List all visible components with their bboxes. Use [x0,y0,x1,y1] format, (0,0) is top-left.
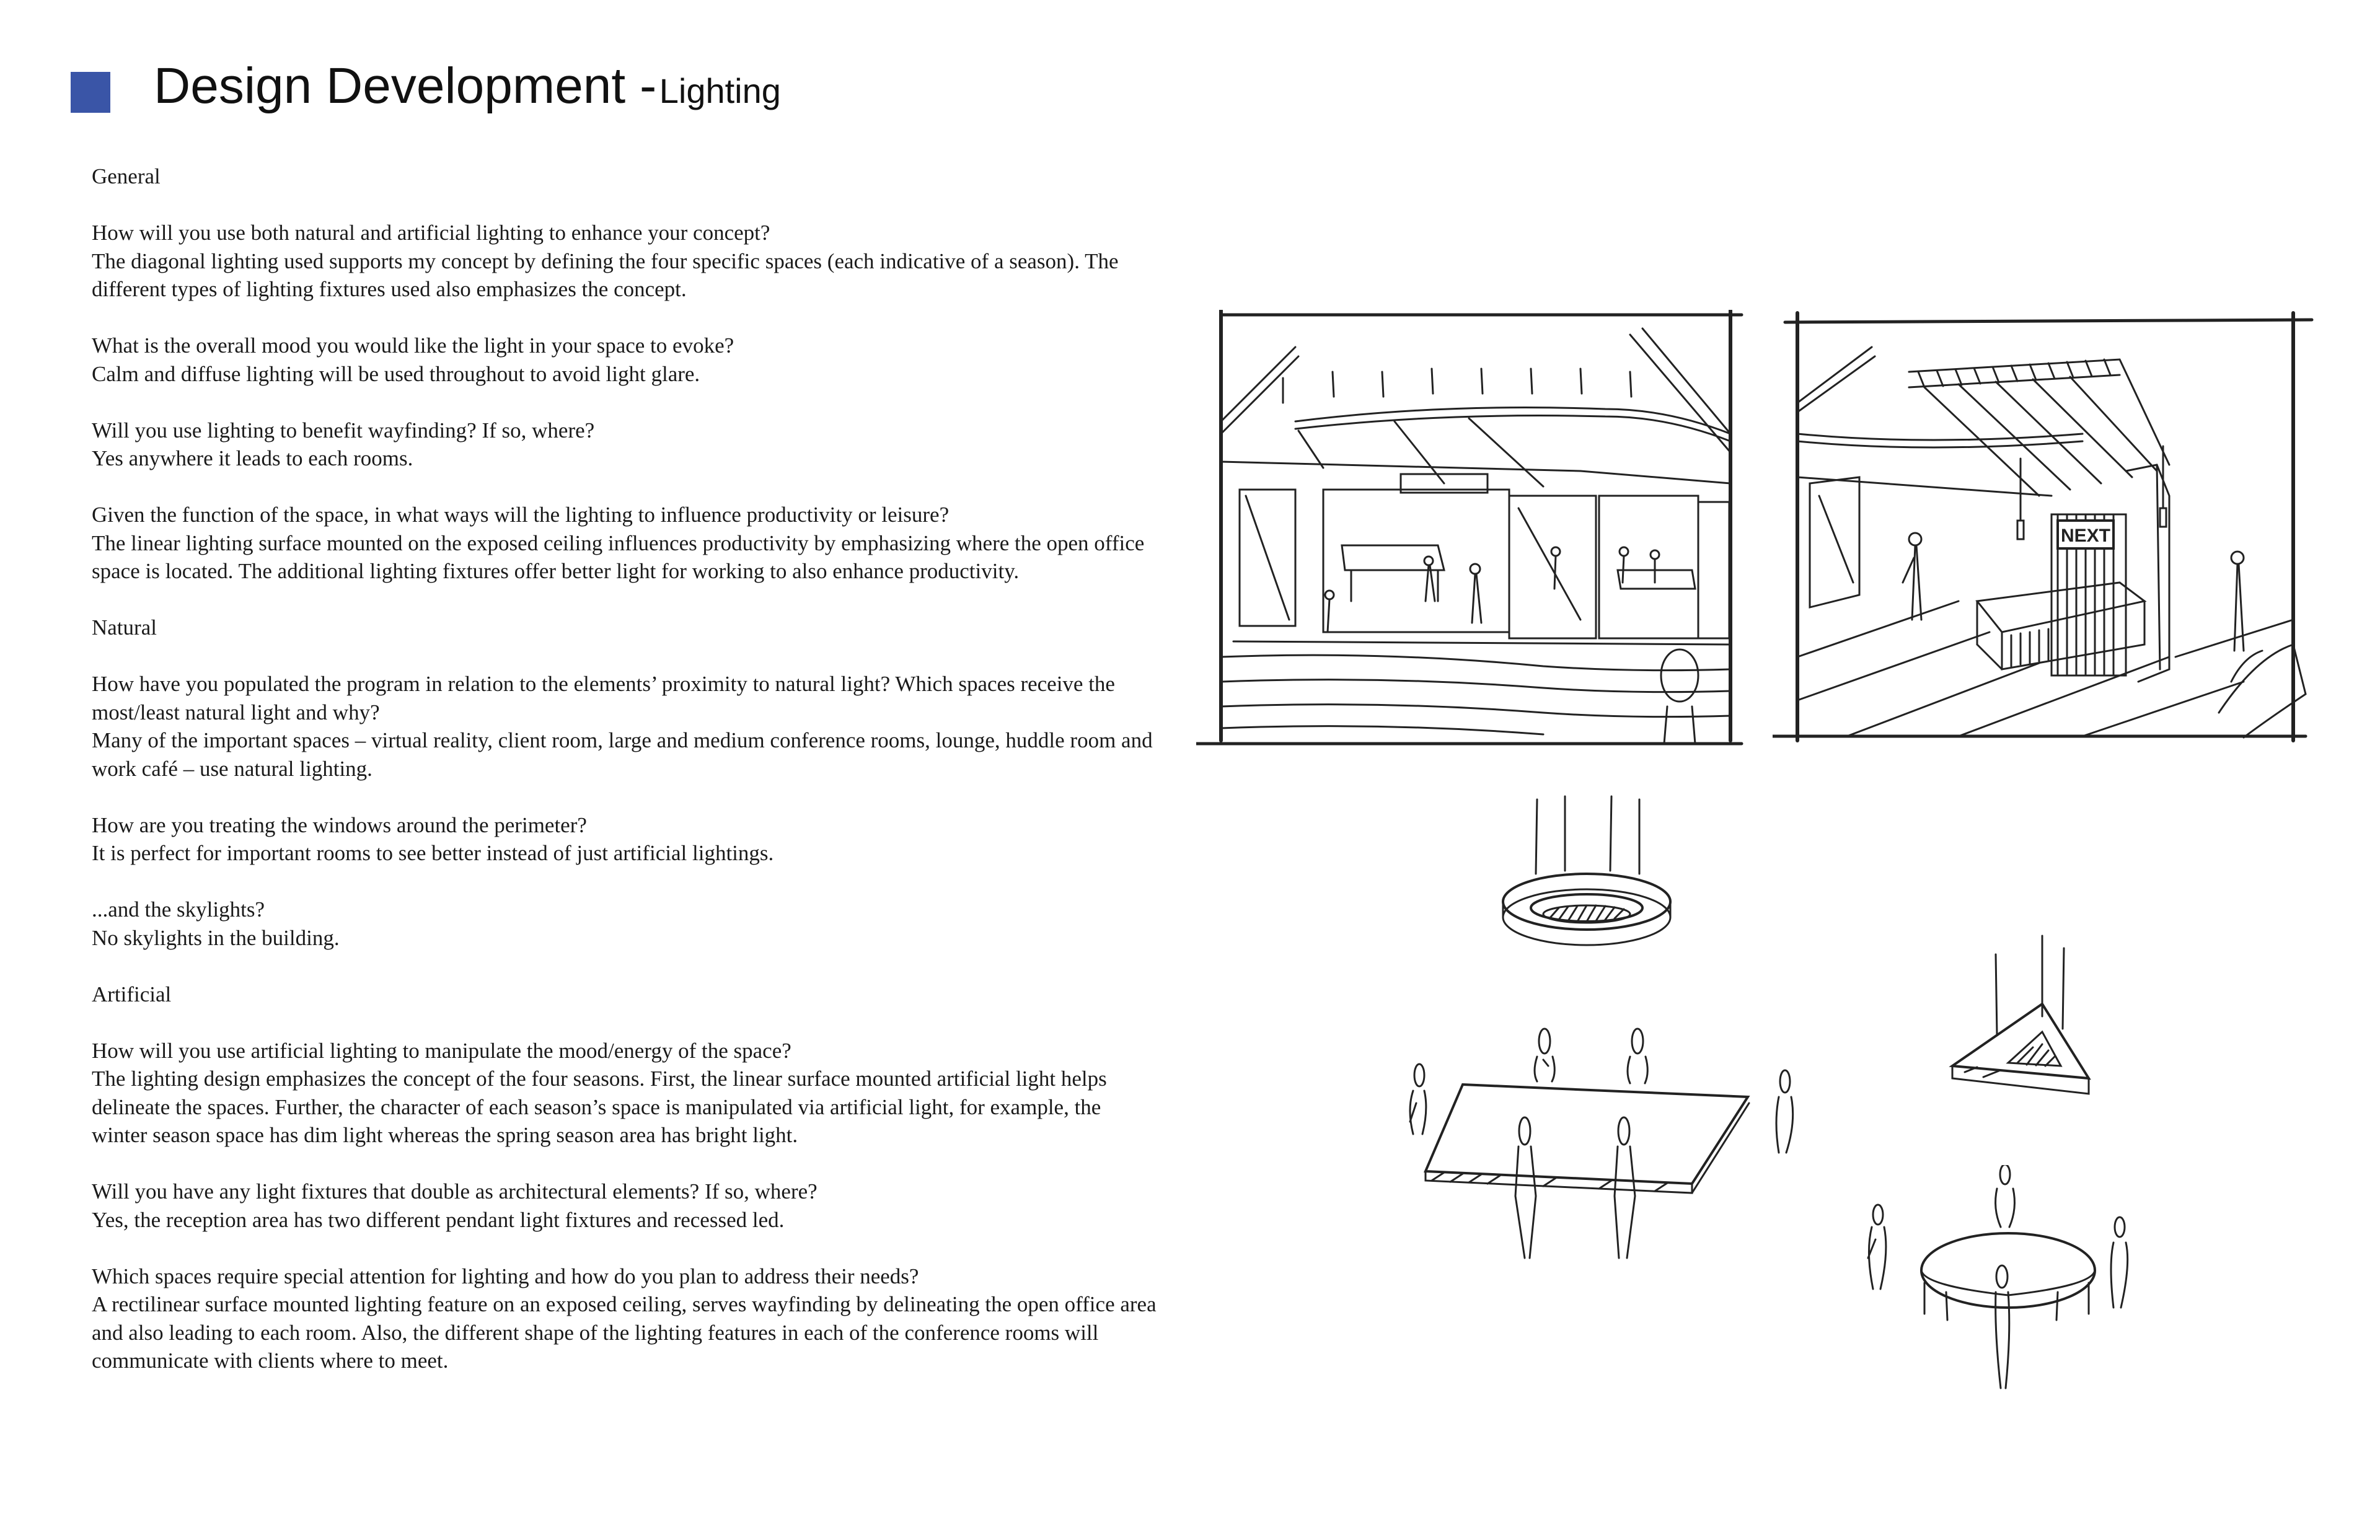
question-text: Which spaces require special attention for lighting and how do you plan to address their needs? [92,1264,919,1288]
page-title [154,57,781,115]
qa-item [92,811,1158,868]
qa-item [92,219,1158,304]
qa-item [92,670,1158,783]
page-title-main: Design Development - [154,58,657,114]
sketch-conference-table [1395,1010,1816,1289]
question-text: ...and the skylights? [92,897,265,922]
qa-item [92,332,1158,388]
answer-text: Calm and diffuse lighting will be used throughout to avoid light glare. [92,361,700,386]
question-text: How have you populated the program in relation to the elements’ proximity to natural light? Which spaces receive the most/least natural light and why? [92,672,1115,724]
sketch-open-office-perspective [1196,310,1754,750]
page-title-sub: Lighting [659,71,781,110]
qa-item [92,1177,1158,1234]
answer-text: The diagonal lighting used supports my concept by defining the four specific spaces (each indicative of a season). The different types of lighting fixtures used also emphasizes the concept. [92,249,1119,301]
sketch-triangle-pendant-light [1940,930,2101,1115]
reception-sign-text: NEXT [2060,526,2111,546]
qa-item [92,1037,1158,1150]
qa-item [92,1262,1158,1375]
title-accent-square [71,72,110,113]
sketch-reception-perspective [1773,310,2318,750]
qa-item [92,416,1158,473]
qa-item [92,895,1158,952]
question-text: How will you use both natural and artificial lighting to enhance your concept? [92,221,770,245]
section-heading-artificial: Artificial [92,982,172,1006]
answer-text: The lighting design emphasizes the concept of the four seasons. First, the linear surface mounted artificial light helps delineate the spaces. Further, the character of each season’s space is manipulated via artificial light, for example, the winter season space has dim light whereas the spring season area has bright light. [92,1067,1107,1147]
question-text: Will you use lighting to benefit wayfinding? If so, where? [92,418,595,442]
question-text: Will you have any light fixtures that double as architectural elements? If so, where? [92,1179,818,1203]
answer-text: It is perfect for important rooms to see better instead of just artificial lightings. [92,841,774,865]
qa-item [92,501,1158,586]
answer-text: Yes, the reception area has two different pendant light fixtures and recessed led. [92,1207,785,1232]
questionnaire-text [92,162,1158,1403]
sketch-round-table [1853,1165,2151,1401]
question-text: How will you use artificial lighting to manipulate the mood/energy of the space? [92,1038,791,1063]
section-heading-natural: Natural [92,615,157,640]
answer-text: No skylights in the building. [92,925,340,950]
answer-text: Many of the important spaces – virtual reality, client room, large and medium conference rooms, lounge, huddle room and work café – use natural lighting. [92,728,1153,781]
question-text: What is the overall mood you would like the light in your space to evoke? [92,333,734,358]
question-text: How are you treating the windows around the perimeter? [92,812,587,837]
question-text: Given the function of the space, in what ways will the lighting to influence productivity or leisure? [92,503,950,527]
answer-text: A rectilinear surface mounted lighting feature on an exposed ceiling, serves wayfinding by delineating the open office area and also leading to each room. Also, the different shape of the lighting features in each of the conference rooms will communicate with clients where to meet. [92,1292,1157,1373]
answer-text: Yes anywhere it leads to each rooms. [92,446,413,470]
sketch-ring-pendant-light [1488,787,1686,954]
section-heading-general: General [92,164,161,188]
answer-text: The linear lighting surface mounted on the exposed ceiling influences productivity by emphasizing where the open office space is located. The additional lighting fixtures offer better light for working to also enhance productivity. [92,530,1145,583]
